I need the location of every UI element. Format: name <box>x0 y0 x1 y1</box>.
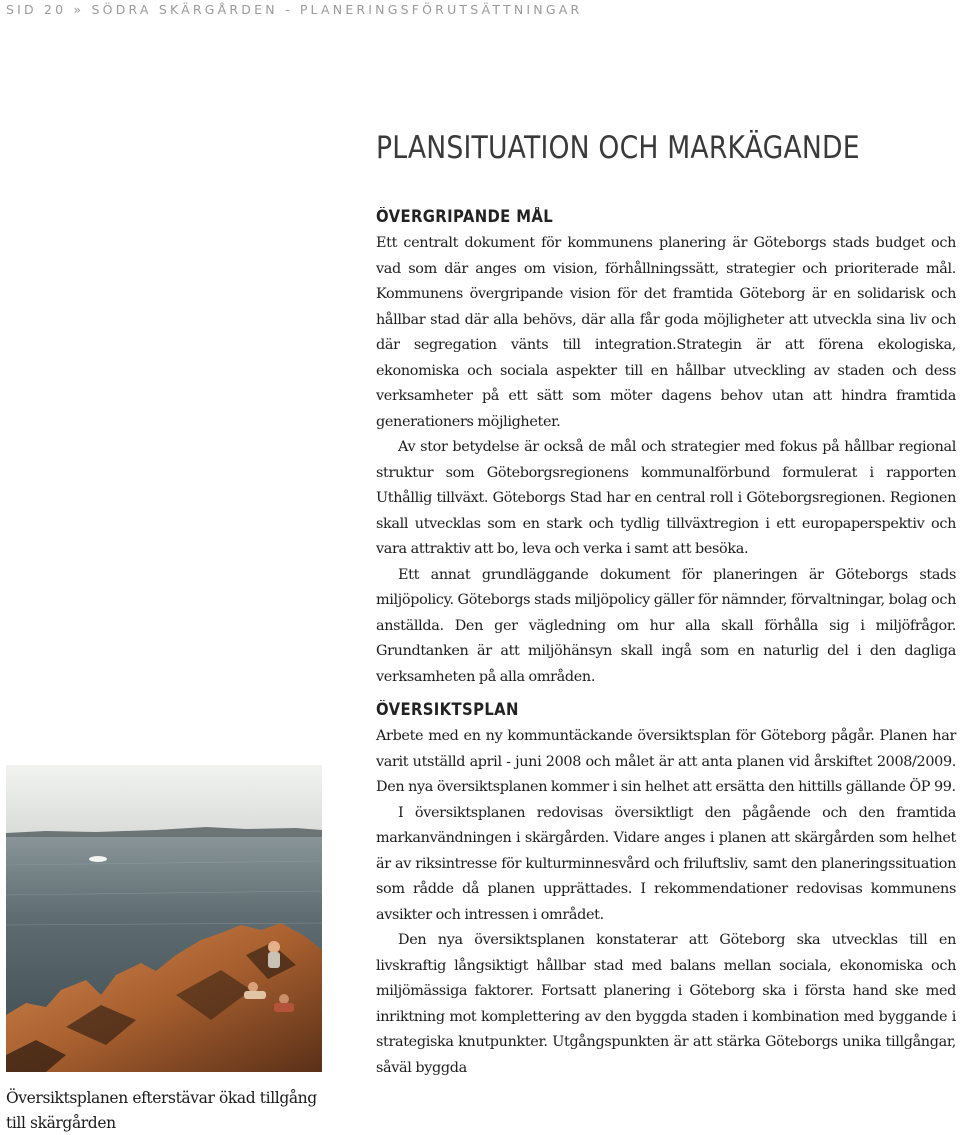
section-heading: ÖVERGRIPANDE MÅL <box>376 207 554 226</box>
body-paragraph: Ett annat grundläggande dokument för planeringen är Göteborgs stads miljöpolicy. Göteborgs stads miljöpolicy gäller för nämnder, förvaltningar, bolag och anställda. Den ger vägledning om hur alla skall förhålla sig i miljöfrågor. Grundtanken är att miljöhänsyn skall ingå som en naturlig del i den dagliga verksamheten på alla områden. <box>376 566 956 685</box>
body-paragraph: Arbete med en ny kommuntäckande översiktsplan för Göteborg pågår. Planen har varit utställd april - juni 2008 och målet är att anta planen vid årskiftet 2008/2009. Den nya översiktsplanen kommer i sin helhet att ersätta den hittills gällande ÖP 99. <box>376 728 956 795</box>
body-paragraph: Ett centralt dokument för kommunens planering är Göteborgs stads budget och vad som där anges om vision, förhållningssätt, strategier och prioriterade mål. Kommunens övergripande vision för det framtida Göteborg är en solidarisk och hållbar stad där alla behövs, där alla får goda möjligheter att utveckla sina liv och där segregation vänts till integration.Strategin är att förena ekologiska, ekonomiska och sociala aspekter till en hållbar utveckling av staden och dess verksamheter på ett sätt som möter dagens behov utan att hindra framtida generationers möjligheter. <box>376 235 956 430</box>
body-paragraph: Den nya översiktsplanen konstaterar att Göteborg ska utvecklas till en livskraftig långsiktigt hållbar stad med balans mellan sociala, ekonomiska och miljömässiga faktorer. Fortsatt planering i Göteborg ska i första hand ske med inriktning mot komplettering av den byggda staden i kombination med byggande i strategiska knutpunkter. Utgångspunkten är att stärka Göteborgs unika tillgångar, såväl byggda <box>376 932 956 1076</box>
body-paragraph: Av stor betydelse är också de mål och strategier med fokus på hållbar regional struktur som Göteborgsregionens kommunalförbund formulerat i rapporten Uthållig tillväxt. Göteborgs Stad har en central roll i Göteborgsregionen. Regionen skall utvecklas som en stark och tydlig tillväxtregion i ett europaperspektiv och vara attraktiv att bo, leva och verka i samt att besöka. <box>376 439 956 557</box>
archipelago-photo <box>6 765 322 1072</box>
page-title: PLANSITUATION OCH MARKÄGANDE <box>376 130 860 166</box>
section-overgripande-mal <box>376 207 956 690</box>
photo-caption: Översiktsplanen efterstävar ökad tillgång till skärgården <box>6 1089 317 1132</box>
section-oversiktsplan <box>376 700 956 1081</box>
running-head: SID 20 » SÖDRA SKÄRGÅRDEN - PLANERINGSFÖRUTSÄTTNINGAR <box>6 2 583 17</box>
body-paragraph: I översiktsplanen redovisas översiktligt den pågående och den framtida markanvändningen i skärgården. Vidare anges i planen att skärgården som helhet är av riksintresse för kulturminnesvård och friluftsliv, samt den planeringssituation som rådde då planen upprättades. I rekommendationer redovisas kommunens avsikter och intressen i området. <box>376 804 956 923</box>
section-heading: ÖVERSIKTSPLAN <box>376 700 519 719</box>
